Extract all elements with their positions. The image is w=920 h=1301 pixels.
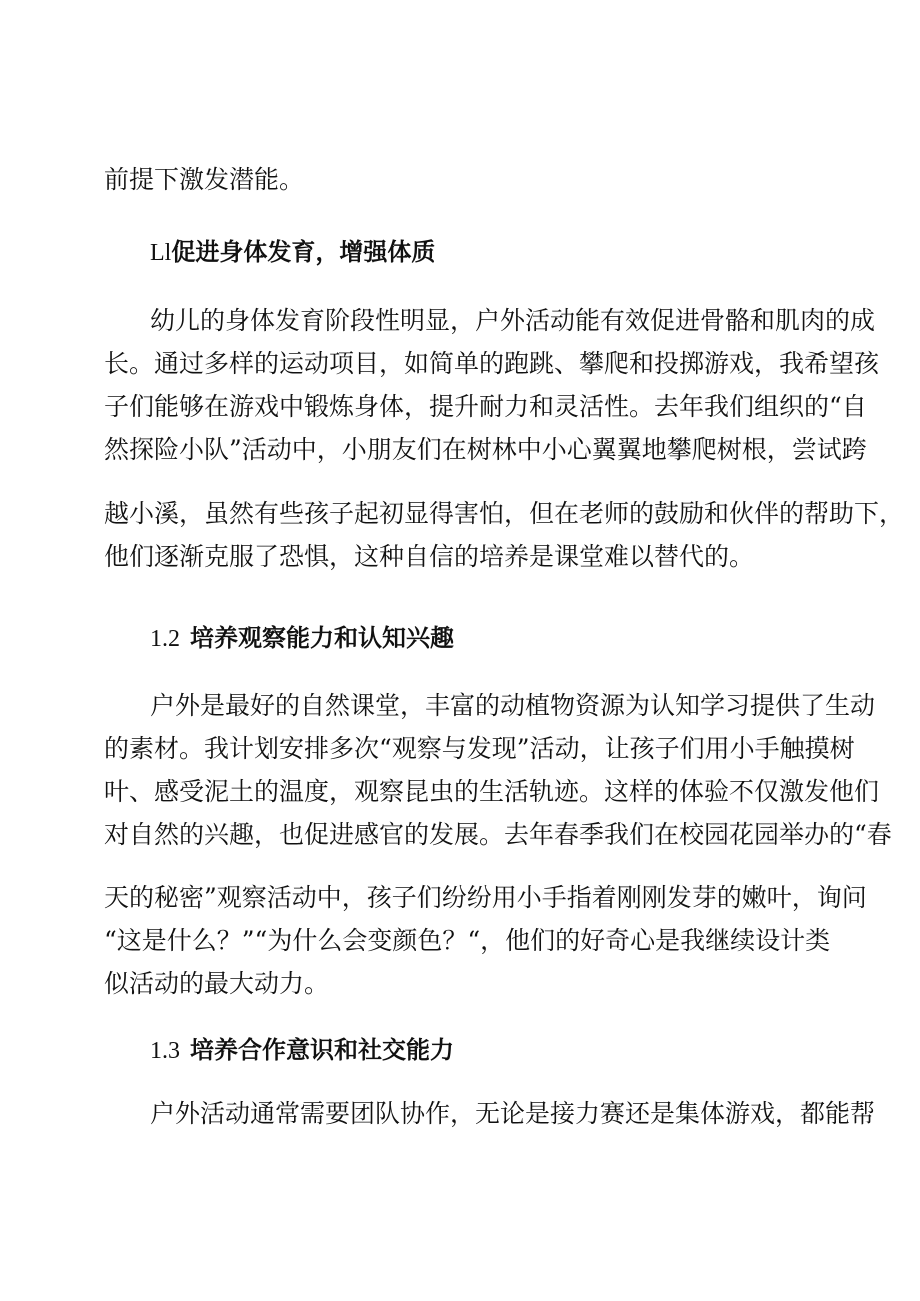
section-number: Ll xyxy=(150,240,172,266)
text-line: 似活动的最大动力。 xyxy=(104,969,330,998)
text-line: 幼儿的身体发育阶段性明显，户外活动能有效促进骨骼和肌肉的成 xyxy=(150,306,876,335)
text-line: 然探险小队”活动中，小朋友们在树林中小心翼翼地攀爬树根，尝试跨 xyxy=(104,435,867,464)
section-heading xyxy=(150,234,435,271)
text-line: 户外活动通常需要团队协作，无论是接力赛还是集体游戏，都能帮 xyxy=(150,1099,876,1128)
section-number: 1.3 xyxy=(150,1038,180,1064)
section-title: 培养合作意识和社交能力 xyxy=(190,1035,454,1064)
text-line: 户外是最好的自然课堂，丰富的动植物资源为认知学习提供了生动 xyxy=(150,691,876,720)
text-line: 越小溪，虽然有些孩子起初显得害怕，但在老师的鼓励和伙伴的帮助下， xyxy=(104,499,905,528)
text-line: “这是什么？”“为什么会变颜色？“，他们的好奇心是我继续设计类 xyxy=(104,926,831,955)
section-number: 1.2 xyxy=(150,626,180,652)
section-heading xyxy=(150,1032,454,1069)
text-line: 天的秘密”观察活动中，孩子们纷纷用小手指着刚刚发芽的嫩叶，询问 xyxy=(104,883,867,912)
section-title: 促进身体发育，增强体质 xyxy=(171,237,436,266)
section-heading xyxy=(150,620,454,657)
section-title: 培养观察能力和认知兴趣 xyxy=(190,623,454,652)
text-line: 对自然的兴趣，也促进感官的发展。去年春季我们在校园花园举办的“春 xyxy=(104,820,892,849)
text-line: 的素材。我计划安排多次“观察与发现”活动，让孩子们用小手触摸树 xyxy=(104,734,855,763)
text-line: 叶、感受泥土的温度，观察昆虫的生活轨迹。这样的体验不仅激发他们 xyxy=(104,777,880,806)
text-line: 长。通过多样的运动项目，如简单的跑跳、攀爬和投掷游戏，我希望孩 xyxy=(104,349,880,378)
text-line: 前提下激发潜能。 xyxy=(104,165,305,194)
text-line: 他们逐渐克服了恐惧，这种自信的培养是课堂难以替代的。 xyxy=(104,542,755,571)
text-line: 子们能够在游戏中锻炼身体，提升耐力和灵活性。去年我们组织的“自 xyxy=(104,392,867,421)
